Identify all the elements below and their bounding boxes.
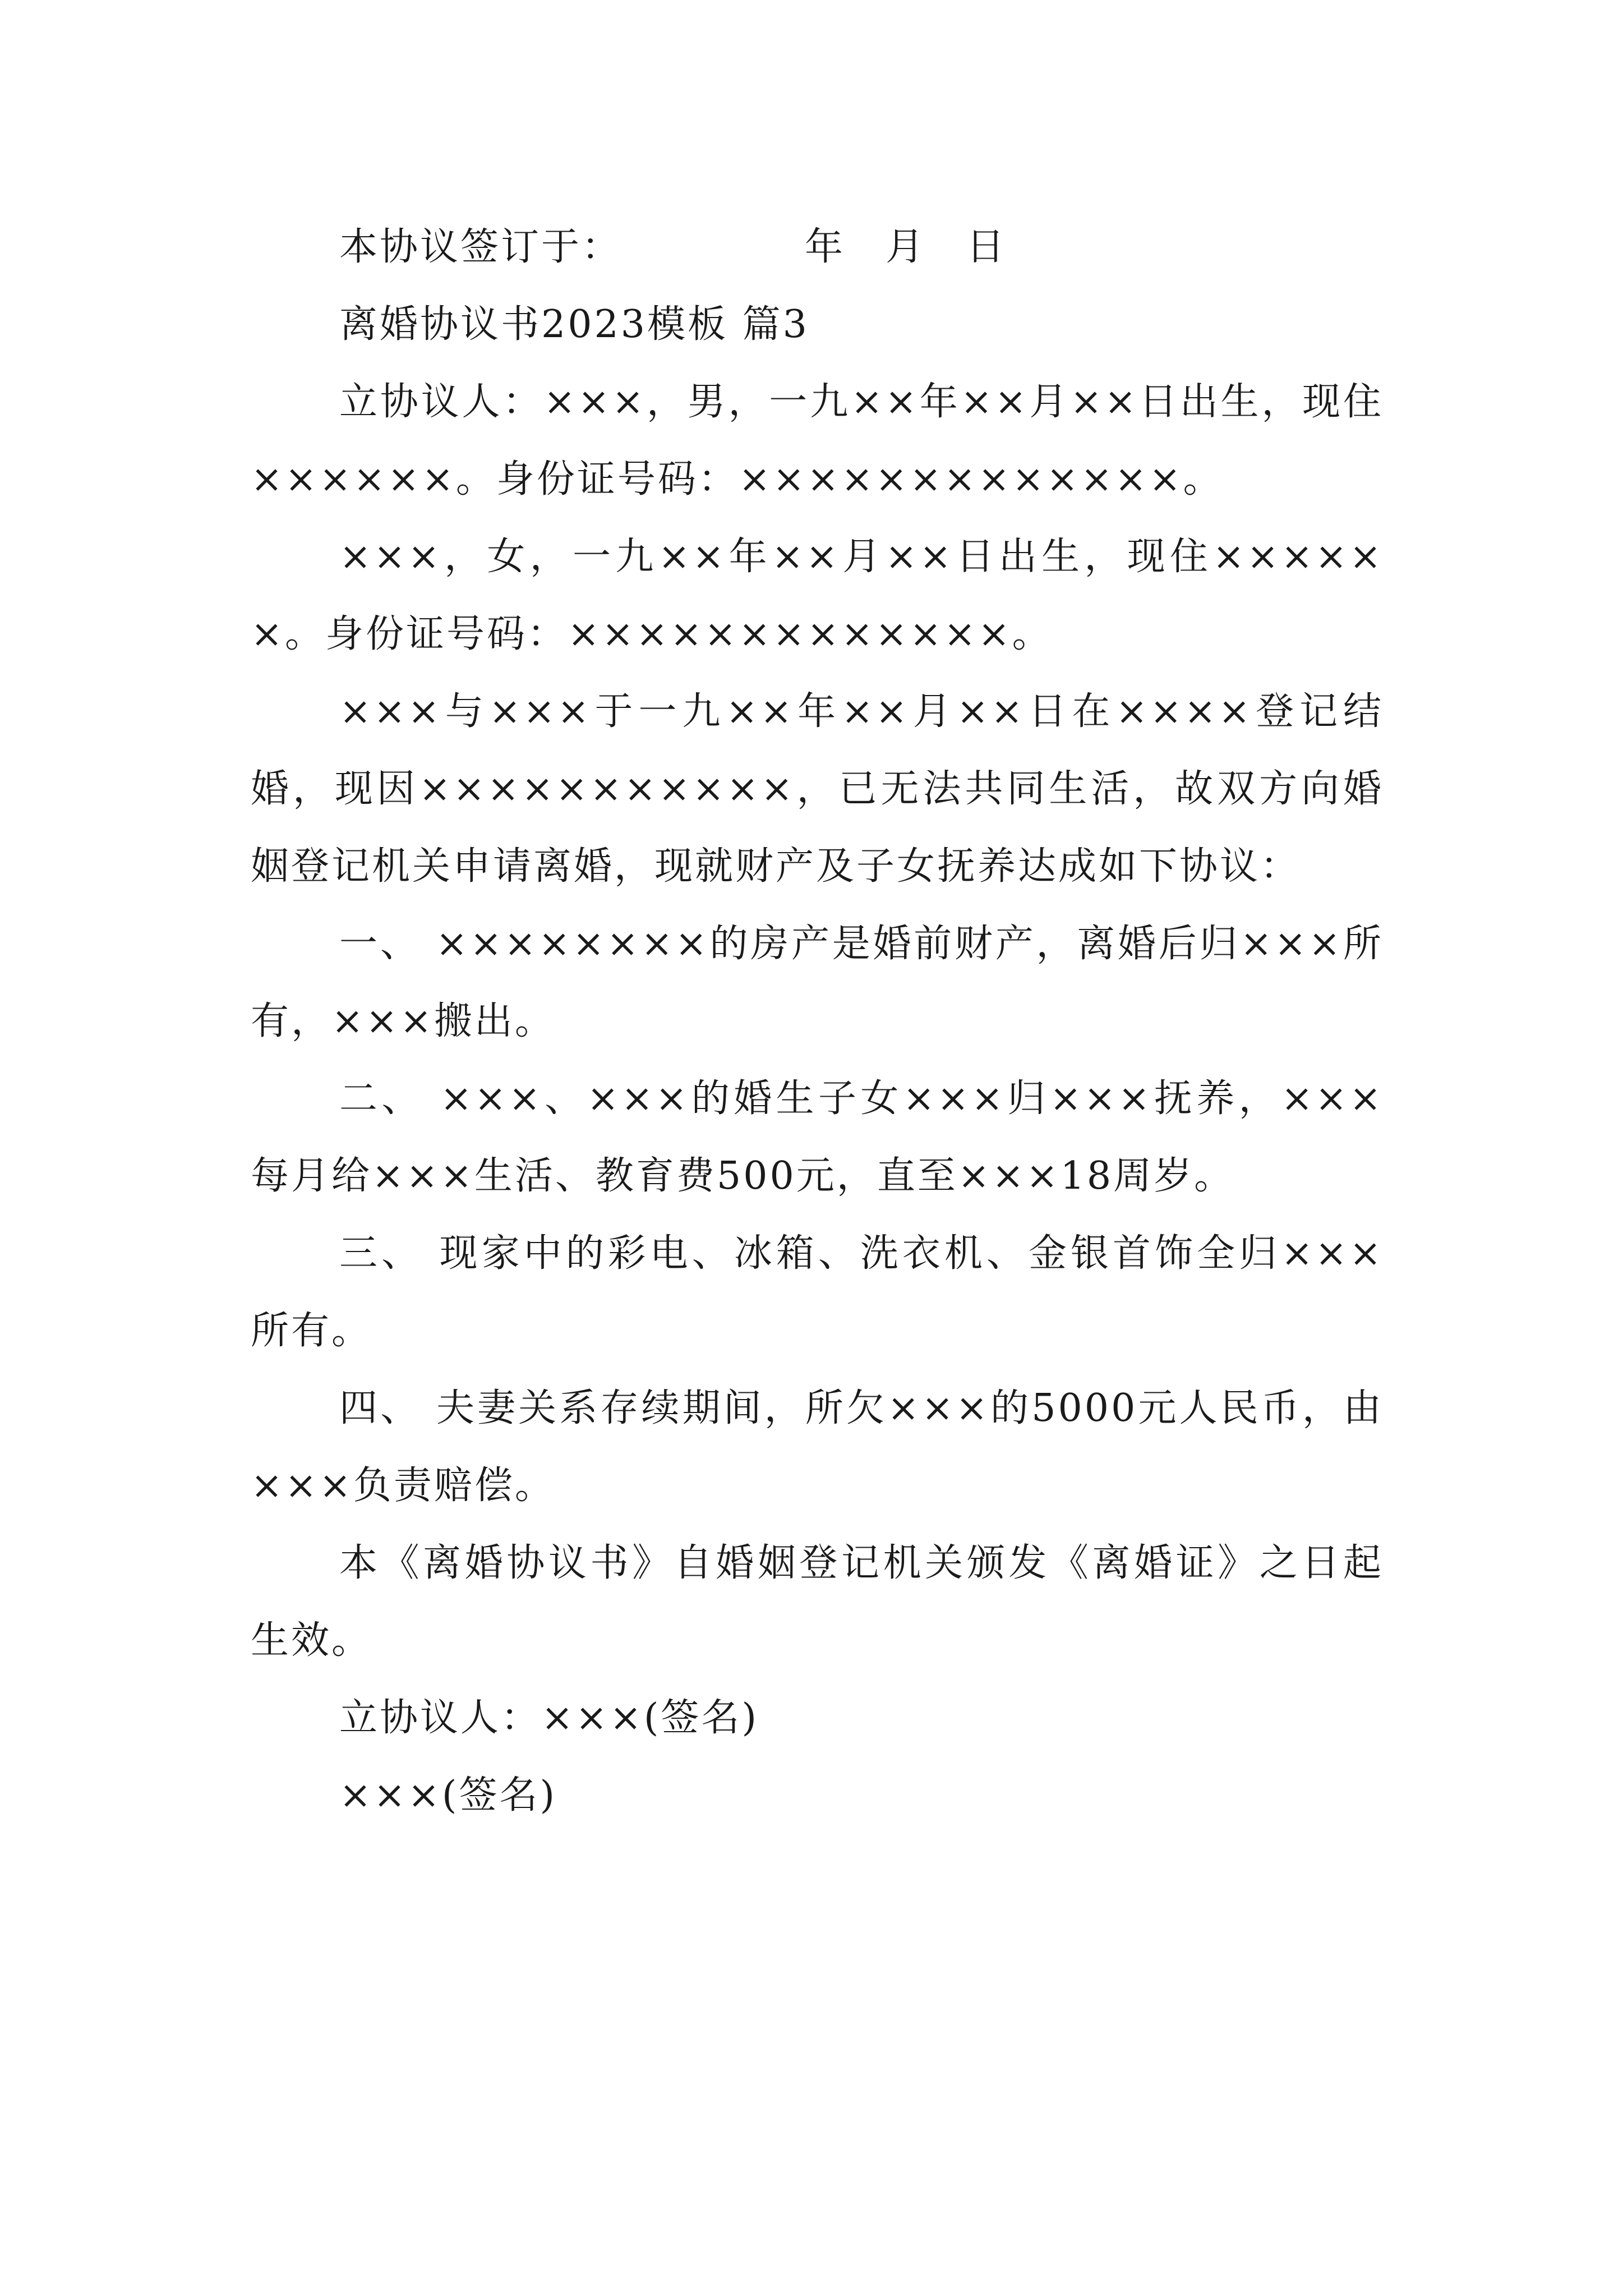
section-heading: 离婚协议书2023模板 篇3	[339, 302, 809, 347]
signature-party-1: 立协议人：×××(签名)	[339, 1696, 759, 1740]
marriage-background: ×××与×××于一九××年××月××日在××××登记结婚，现因×××××××××××，已无法共同生活，故双方向婚姻登记机关申请离婚，现就财产及子女抚养达成如下协议：	[251, 689, 1384, 889]
party-male-info: 立协议人：×××，男，一九××年××月××日出生，现住××××××。身份证号码：×××××××××××××。	[251, 380, 1384, 501]
effective-clause: 本《离婚协议书》自婚姻登记机关颁发《离婚证》之日起生效。	[251, 1541, 1384, 1663]
clause-1-property: 一、 ××××××××的房产是婚前财产，离婚后归×××所有，×××搬出。	[251, 922, 1384, 1043]
clause-2-child-custody: 二、 ×××、×××的婚生子女×××归×××抚养，×××每月给×××生活、教育费500元，直至×××18周岁。	[251, 1076, 1384, 1198]
document-body	[251, 209, 1384, 1834]
clause-4-debt: 四、 夫妻关系存续期间，所欠×××的5000元人民币，由×××负责赔偿。	[251, 1386, 1384, 1508]
signing-date-line: 本协议签订于： 年 月 日	[339, 225, 1007, 269]
clause-3-household-items: 三、 现家中的彩电、冰箱、洗衣机、金银首饰全归×××所有。	[251, 1231, 1384, 1353]
signature-party-2: ×××(签名)	[339, 1773, 557, 1818]
party-female-info: ×××，女，一九××年××月××日出生，现住××××××。身份证号码：×××××××××××××。	[251, 535, 1384, 656]
